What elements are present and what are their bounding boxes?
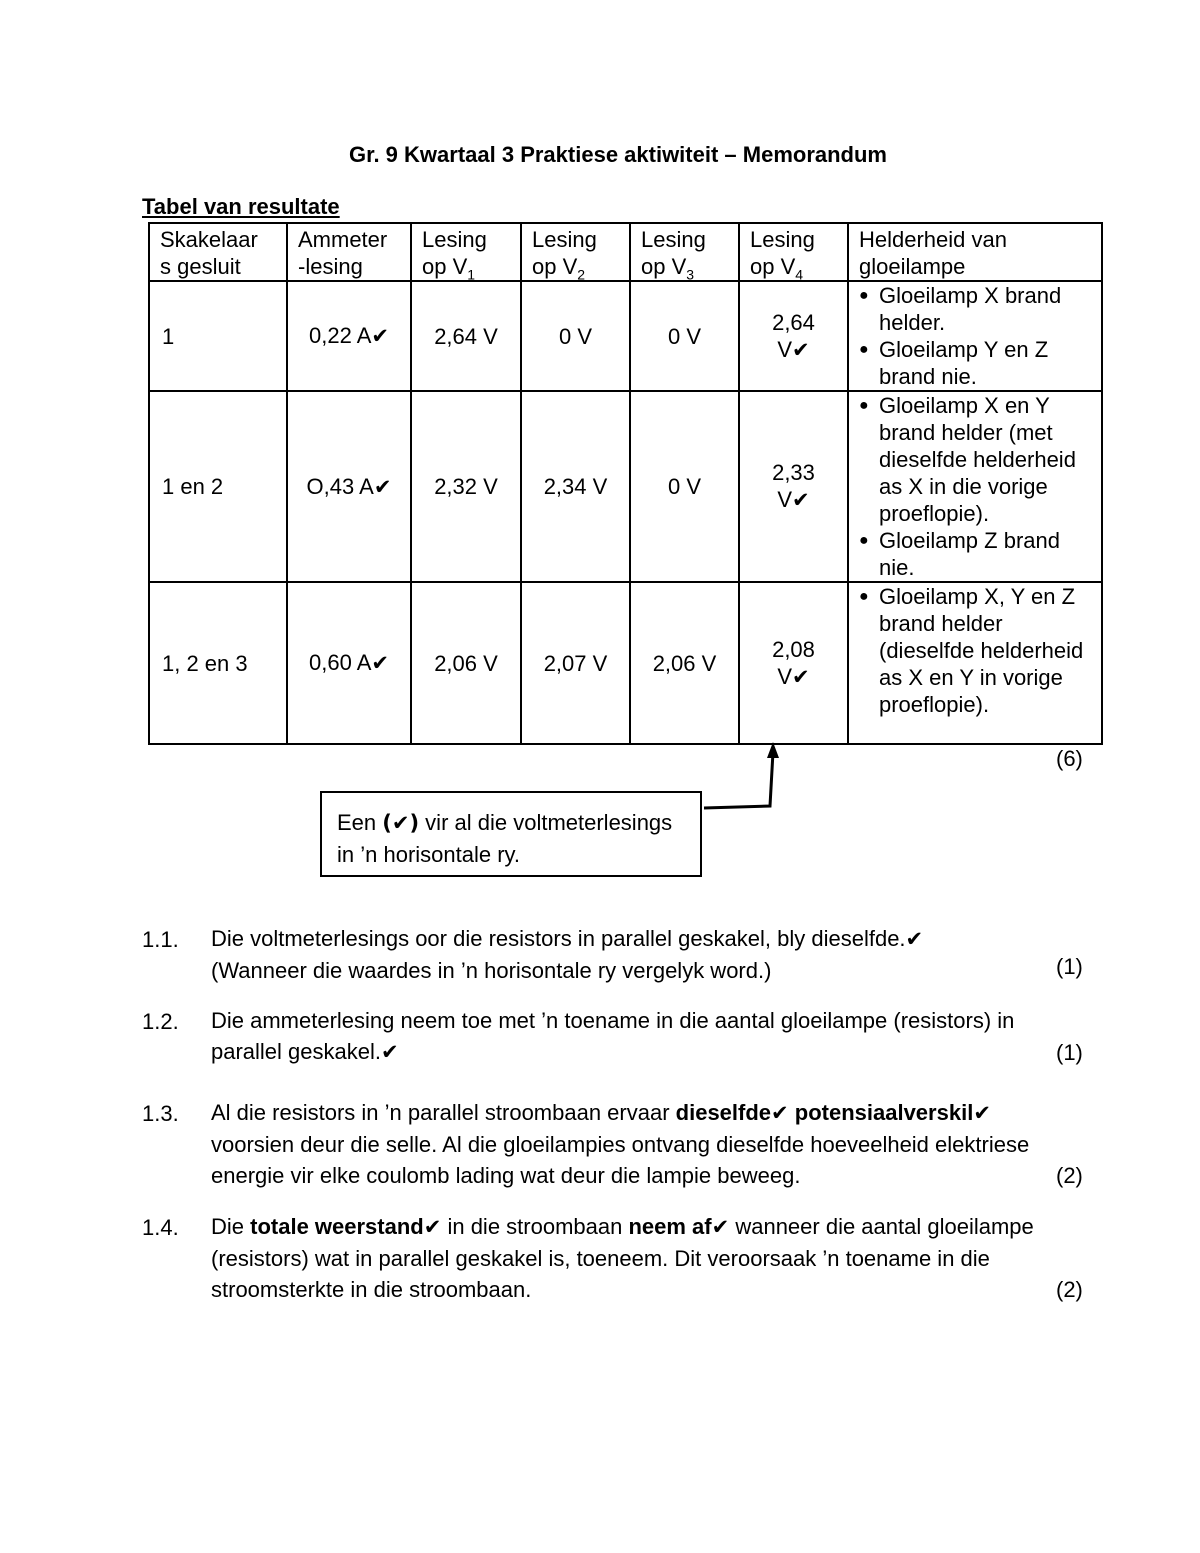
cell-v1: 2,06 V xyxy=(411,582,521,744)
header-v3: Lesing op $V_3$ xyxy=(630,223,739,281)
question-number: 1.3. xyxy=(142,1101,179,1126)
cell-switches: 1 en 2 xyxy=(149,391,287,582)
cell-switches: 1 xyxy=(149,281,287,391)
question-marks: (2) xyxy=(1056,1277,1083,1302)
question-number: 1.1. xyxy=(142,927,179,952)
cell-v4: 2,08 V✔ xyxy=(739,582,848,744)
cell-brightness xyxy=(848,391,1102,582)
cell-v1: 2,32 V xyxy=(411,391,521,582)
question-marks: (1) xyxy=(1056,954,1083,979)
tick-icon: ✔ xyxy=(371,651,389,675)
tick-icon: ✔ xyxy=(371,324,389,348)
tick-icon: ✔ xyxy=(792,488,810,512)
tick-icon: ✔ xyxy=(423,1215,442,1239)
table-row xyxy=(149,391,1102,582)
tick-icon: ✔ xyxy=(771,1101,789,1125)
cell-ammeter: 0,22 A✔ xyxy=(287,281,411,391)
tick-icon: ✔ xyxy=(373,474,392,499)
cell-v2: 2,07 V xyxy=(521,582,630,744)
cell-v2: 2,34 V xyxy=(521,391,630,582)
cell-v3: 0 V xyxy=(630,391,739,582)
tick-icon: ✔ xyxy=(792,664,810,689)
tick-icon: ✔ xyxy=(905,927,924,951)
callout-box: Een (✔) vir al die voltmeterlesings in ’n horisontale ry. xyxy=(320,791,702,877)
header-switches: Skakelaar s gesluit xyxy=(149,223,287,281)
cell-brightness xyxy=(848,582,1102,744)
question-text: Al die resistors in ’n parallel stroombaan ervaar dieselfde✔ potensiaalverskil✔ voorsien deur die selle. Al die gloeilampies ontvang dieselfde hoeveelheid elektriese energie vir elke coulomb lading wat deur die lampie beweeg. xyxy=(211,1100,1030,1188)
page-title: Gr. 9 Kwartaal 3 Praktiese aktiwiteit – Memorandum xyxy=(349,142,887,167)
tick-icon: ✔ xyxy=(792,337,810,362)
cell-v3: 2,06 V xyxy=(630,582,739,744)
question-text: Die voltmeterlesings oor die resistors in parallel geskakel, bly dieselfde.✔ (Wanneer die waardes in ’n horisontale ry vergelyk word.) xyxy=(211,926,924,983)
cell-brightness xyxy=(848,281,1102,391)
question-marks: (2) xyxy=(1056,1163,1083,1188)
question-text: Die ammeterlesing neem toe met ’n toename in die aantal gloeilampe (resistors) in parallel geskakel.✔ xyxy=(211,1008,1015,1064)
cell-ammeter: O,43 A✔ xyxy=(287,391,411,582)
list-item: ● Gloeilamp X, Y en Z brand helder (dieselfde helderheid as X en Y in vorige proeflopie). xyxy=(857,583,1093,718)
header-brightness: Helderheid van gloeilampe xyxy=(848,223,1102,281)
tick-icon: ✔ xyxy=(973,1101,991,1125)
question-marks: (1) xyxy=(1056,1040,1083,1065)
list-item: ● Gloeilamp X en Y brand helder (met dieselfde helderheid as X in die vorige proeflopie). xyxy=(857,392,1093,527)
header-ammeter: Ammeter -lesing xyxy=(287,223,411,281)
header-v2: Lesing op $V_2$ xyxy=(521,223,630,281)
list-item: ● Gloeilamp Y en Z brand nie. xyxy=(857,336,1093,390)
header-v1: Lesing op $V_1$ xyxy=(411,223,521,281)
cell-ammeter: 0,60 A✔ xyxy=(287,582,411,744)
table-heading: Tabel van resultate xyxy=(142,194,340,219)
list-item: ● Gloeilamp Z brand nie. xyxy=(857,527,1093,581)
cell-v3: 0 V xyxy=(630,281,739,391)
tick-icon: ✔ xyxy=(711,1215,730,1239)
table-row xyxy=(149,281,1102,391)
header-v4: Lesing op $V_4$ xyxy=(739,223,848,281)
cell-switches: 1, 2 en 3 xyxy=(149,582,287,744)
cell-v4: 2,64 V✔ xyxy=(739,281,848,391)
question-number: 1.2. xyxy=(142,1009,179,1034)
question-number: 1.4. xyxy=(142,1215,179,1240)
table-row xyxy=(149,582,1102,744)
tick-icon: ✔ xyxy=(380,1040,399,1064)
cell-v4: 2,33 V✔ xyxy=(739,391,848,582)
list-item: ● Gloeilamp X brand helder. xyxy=(857,282,1093,336)
table-marks: (6) xyxy=(1056,746,1083,771)
cell-v1: 2,64 V xyxy=(411,281,521,391)
table-header-row xyxy=(149,223,1102,281)
question-text: Die totale weerstand✔ in die stroombaan neem af✔ wanneer die aantal gloeilampe (resistors) wat in parallel geskakel is, toeneem. Dit veroorsaak ’n toename in die stroomsterkte in die stroombaan. xyxy=(211,1214,1034,1302)
callout-tick: (✔) xyxy=(382,811,420,835)
cell-v2: 0 V xyxy=(521,281,630,391)
results-table xyxy=(148,222,1103,745)
